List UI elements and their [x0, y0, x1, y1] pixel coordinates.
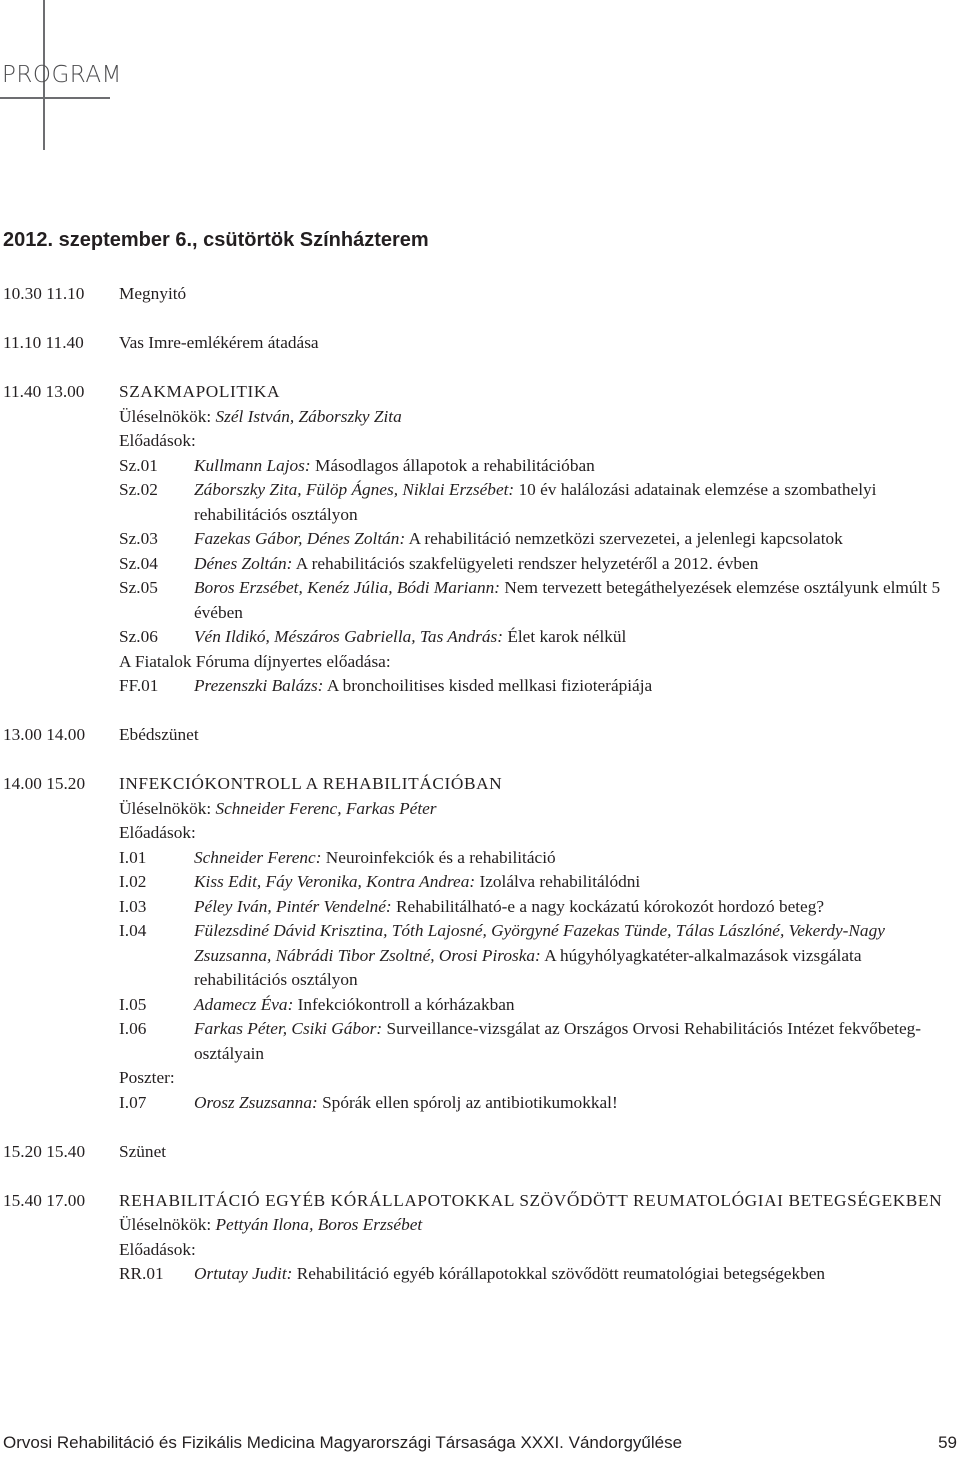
talk-code: Sz.02 — [119, 480, 158, 499]
talk-code: I.03 — [119, 896, 147, 916]
session-time: 11.40 13.00 — [3, 382, 85, 401]
talk-item — [119, 1017, 958, 1066]
talk-item — [119, 478, 958, 527]
talk-title: Infekciókontroll a kórházakban — [297, 994, 515, 1014]
session-award — [3, 331, 958, 356]
talk-item — [119, 895, 958, 920]
session-chairs — [119, 405, 958, 430]
session-time: 14.00 15.20 — [3, 774, 86, 793]
talk-speakers: Vén Ildikó, Mészáros Gabriella, Tas András: — [194, 627, 503, 646]
session-title: Szünet — [119, 1141, 167, 1161]
talk-item — [119, 846, 958, 871]
session-reumatologia — [3, 1189, 958, 1287]
talk-item — [119, 552, 958, 577]
session-title: Ebédszünet — [119, 725, 199, 744]
talk-speakers: Ortutay Judit: — [194, 1264, 293, 1283]
talk-speakers: Fülezsdiné Dávid Krisztina, Tóth Lajosné, Györgyné Fazekas Tünde, Tálas Lászlóné, Vekerdy-Nagy Zsuzsanna, Nábrádi Tibor Zsoltné, Orosi Piroska: — [194, 921, 885, 965]
talk-speakers: Dénes Zoltán: — [194, 553, 293, 573]
talk-title: Rehabilitálható-e a nagy kockázatú kórokozót hordozó beteg? — [396, 896, 825, 916]
session-chairs — [119, 1213, 958, 1238]
talk-item — [119, 527, 958, 552]
talk-speakers: Adamecz Éva: — [194, 994, 294, 1014]
day-heading: 2012. szeptember 6., csütörtök Színházterem — [3, 229, 429, 251]
chairs-label: Üléselnökök: — [119, 406, 212, 426]
page-number: 59 — [938, 1433, 957, 1452]
session-time: 15.20 15.40 — [3, 1141, 86, 1161]
session-lunch — [3, 723, 958, 748]
chairs-names: Schneider Ferenc, Farkas Péter — [215, 798, 437, 818]
talk-code: Sz.06 — [119, 627, 158, 646]
talk-code: I.04 — [119, 921, 147, 940]
talk-item — [119, 919, 958, 993]
chairs-names: Pettyán Ilona, Boros Erzsébet — [215, 1215, 423, 1234]
talk-speakers: Záborszky Zita, Fülöp Ágnes, Niklai Erzsébet: — [194, 480, 515, 499]
talk-speakers: Fazekas Gábor, Dénes Zoltán: — [194, 529, 406, 548]
talk-speakers: Boros Erzsébet, Kenéz Júlia, Bódi Mariann: — [194, 578, 501, 597]
talk-code: I.02 — [119, 872, 147, 891]
talk-item — [119, 1091, 958, 1116]
talk-code: Sz.04 — [119, 553, 158, 573]
talk-speakers: Péley Iván, Pintér Vendelné: — [194, 896, 392, 916]
chairs-label: Üléselnökök: — [119, 1215, 212, 1234]
session-title: SZAKMAPOLITIKA — [119, 382, 281, 401]
talk-code: Sz.05 — [119, 578, 158, 597]
talk-code: I.01 — [119, 847, 147, 867]
chairs-names: Szél István, Záborszky Zita — [215, 406, 402, 426]
talk-item — [119, 674, 958, 699]
program-schedule — [3, 282, 958, 1287]
talk-title: Rehabilitáció egyéb kórállapotokkal szövődött reumatológiai betegségekben — [296, 1264, 826, 1283]
session-time: 10.30 11.10 — [3, 284, 85, 303]
talk-code: I.06 — [119, 1019, 147, 1038]
talks-label: Előadások: — [119, 431, 196, 450]
talk-code: I.07 — [119, 1092, 147, 1112]
talk-speakers: Farkas Péter, Csiki Gábor: — [194, 1019, 383, 1038]
talk-code: Sz.01 — [119, 455, 158, 475]
talk-speakers: Prezenszki Balázs: — [194, 676, 324, 695]
talk-title: Neuroinfekciók és a rehabilitáció — [325, 847, 556, 867]
talk-title: Másodlagos állapotok a rehabilitációban — [315, 455, 595, 475]
session-time: 11.10 11.40 — [3, 333, 84, 352]
session-title: Vas Imre-emlékérem átadása — [119, 333, 319, 352]
session-title: INFEKCIÓKONTROLL A REHABILITÁCIÓBAN — [119, 774, 503, 793]
talk-title: Nem tervezett betegáthelyezések elemzése osztályunk elmúlt 5 évében — [194, 578, 941, 622]
session-infekciokontroll — [3, 772, 958, 1115]
talk-code: FF.01 — [119, 676, 159, 695]
page-footer — [3, 1433, 957, 1453]
session-title: REHABILITÁCIÓ EGYÉB KÓRÁLLAPOTOKKAL SZÖVŐDÖTT REUMATOLÓGIAI BETEGSÉGEKBEN — [119, 1190, 943, 1210]
talk-speakers: Orosz Zsuzsanna: — [194, 1092, 318, 1112]
talk-title: A rehabilitáció nemzetközi szervezetei, a jelenlegi kapcsolatok — [408, 529, 843, 548]
talk-speakers: Kullmann Lajos: — [194, 455, 311, 475]
session-time: 13.00 14.00 — [3, 725, 86, 744]
session-break — [3, 1140, 958, 1165]
session-opening — [3, 282, 958, 307]
talk-title: A húgyhólyagkatéter-alkalmazások vizsgálata rehabilitációs osztályon — [194, 945, 862, 989]
talk-item — [119, 870, 958, 895]
talk-speakers: Kiss Edit, Fáy Veronika, Kontra Andrea: — [194, 872, 476, 891]
corner-rule-horizontal — [0, 97, 110, 99]
talk-speakers: Schneider Ferenc: — [194, 847, 322, 867]
talk-item — [119, 1262, 958, 1287]
session-time: 15.40 17.00 — [3, 1190, 86, 1210]
talk-title: Surveillance-vizsgálat az Országos Orvosi Rehabilitációs Intézet fekvőbeteg-osztályain — [194, 1019, 922, 1063]
talk-title: A rehabilitációs szakfelügyeleti rendszer helyzetéről a 2012. évben — [295, 553, 759, 573]
talk-item — [119, 454, 958, 479]
youth-forum-label: A Fiatalok Fóruma díjnyertes előadása: — [119, 651, 391, 671]
footer-text: Orvosi Rehabilitáció és Fizikális Medicina Magyarországi Társasága XXXI. Vándorgyűlése — [3, 1433, 683, 1452]
talk-code: Sz.03 — [119, 529, 158, 548]
section-label: PROGRAM — [2, 62, 122, 88]
session-chairs — [119, 797, 958, 822]
poster-label: Poszter: — [119, 1068, 175, 1087]
session-szakmapolitika — [3, 380, 958, 699]
talk-title: 10 év halálozási adatainak elemzése a szombathelyi rehabilitációs osztályon — [194, 480, 877, 524]
talk-title: Izolálva rehabilitálódni — [479, 872, 641, 891]
talks-label: Előadások: — [119, 1239, 196, 1259]
talk-code: RR.01 — [119, 1264, 164, 1283]
talk-title: A bronchoilitises kisded mellkasi fizioterápiája — [326, 676, 653, 695]
session-title: Megnyitó — [119, 284, 187, 303]
talk-item — [119, 576, 958, 625]
talk-item — [119, 625, 958, 650]
talk-item — [119, 993, 958, 1018]
talk-title: Spórák ellen spórolj az antibiotikumokkal! — [322, 1092, 618, 1112]
talk-code: I.05 — [119, 994, 147, 1014]
talks-label: Előadások: — [119, 823, 196, 842]
talk-title: Élet karok nélkül — [507, 627, 627, 646]
chairs-label: Üléselnökök: — [119, 798, 212, 818]
